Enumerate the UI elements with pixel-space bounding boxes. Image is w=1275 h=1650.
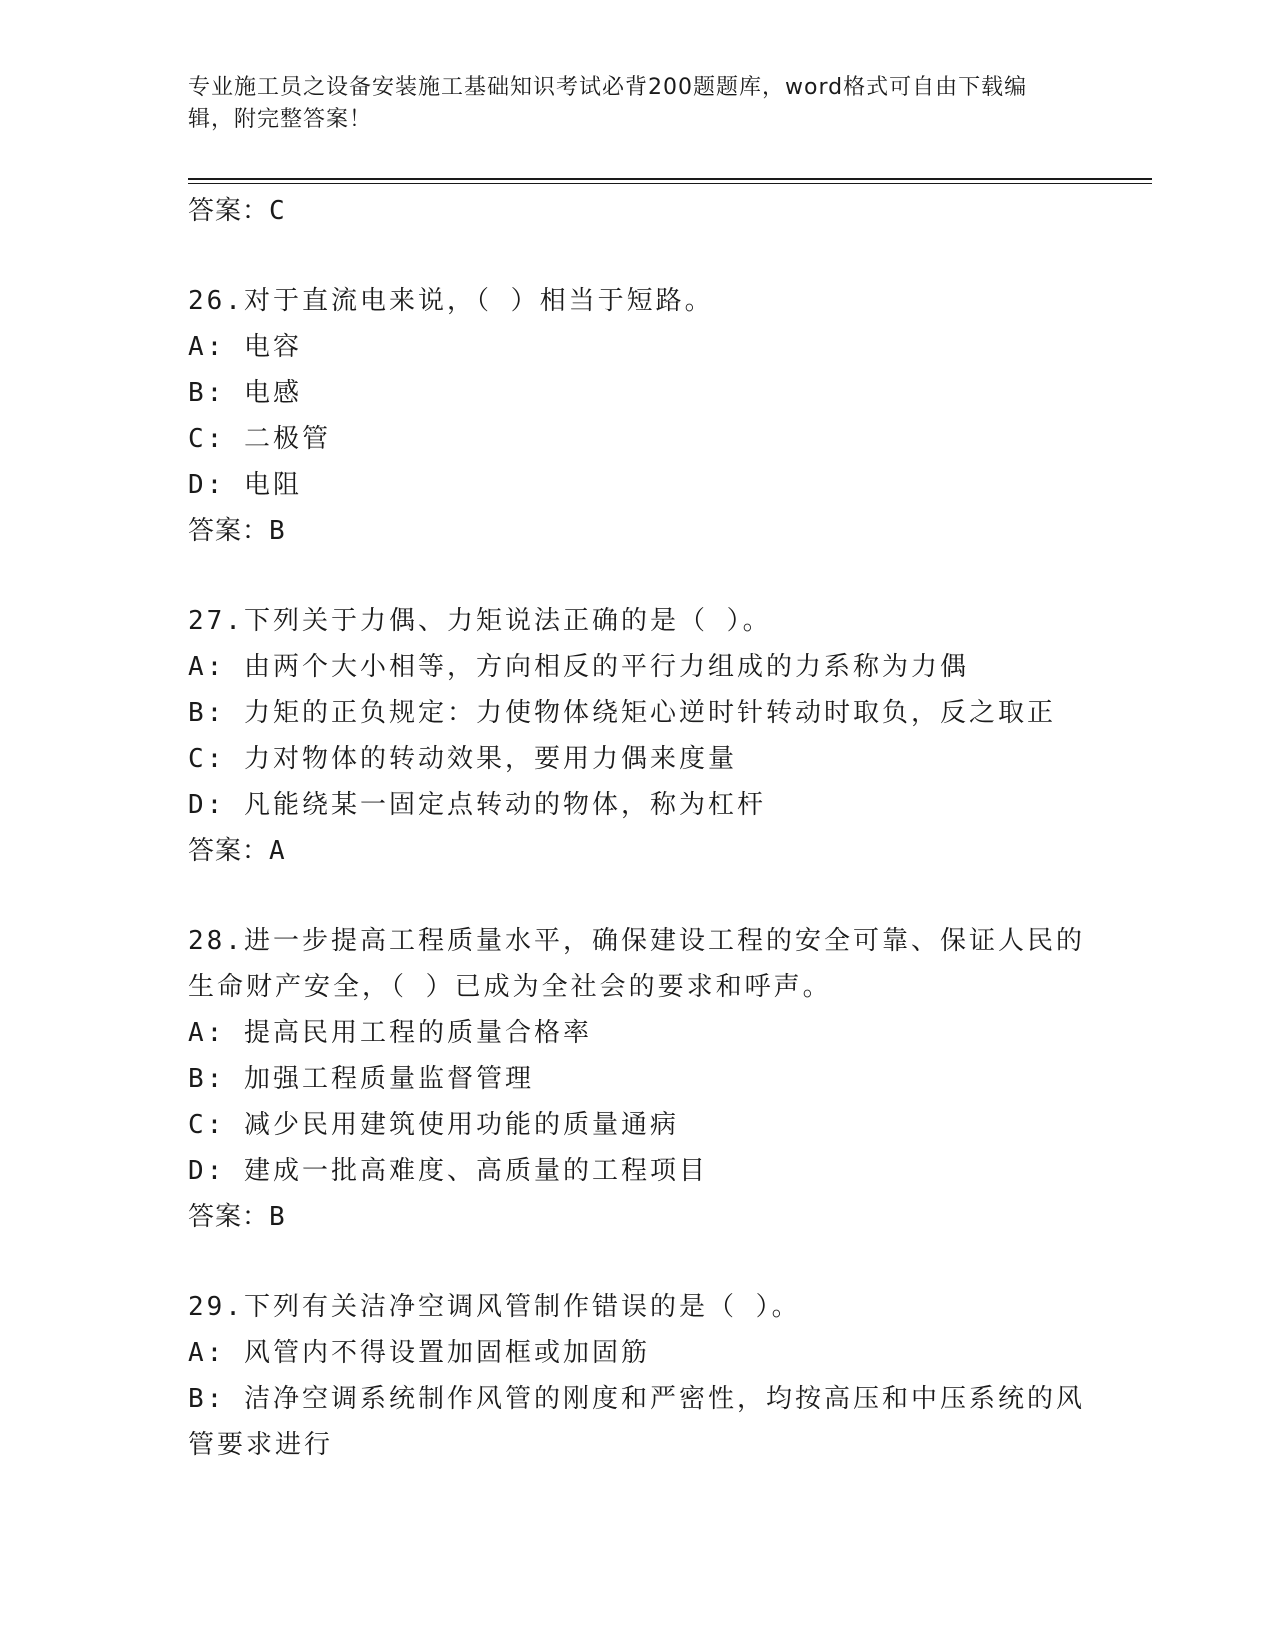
question-27 xyxy=(188,598,1088,874)
option-b: B: 加强工程质量监督管理 xyxy=(188,1064,534,1094)
option-c: C: 二极管 xyxy=(188,424,331,454)
document-header: 专业施工员之设备安装施工基础知识考试必背200题题库，word格式可自由下载编辑，附完整答案！ xyxy=(188,75,1028,132)
answer-value: C xyxy=(269,196,286,226)
option-a: A: 电容 xyxy=(188,332,302,362)
answer-label: 答案： xyxy=(188,196,270,226)
previous-answer xyxy=(188,188,1088,234)
option-a: A: 由两个大小相等，方向相反的平行力组成的力系称为力偶 xyxy=(188,652,969,682)
question-stem: 27.下列关于力偶、力矩说法正确的是（ ）。 xyxy=(188,606,772,636)
answer-label: 答案： xyxy=(188,836,270,866)
option-b-line-1: B: 洁净空调系统制作风管的刚度和严密性，均按高压和中压系统的风 xyxy=(188,1384,1085,1414)
option-d: D: 凡能绕某一固定点转动的物体，称为杠杆 xyxy=(188,790,766,820)
option-c: C: 减少民用建筑使用功能的质量通病 xyxy=(188,1110,679,1140)
header-divider-thin xyxy=(188,183,1152,184)
question-stem: 29.下列有关洁净空调风管制作错误的是（ ）。 xyxy=(188,1292,801,1322)
answer-value: B xyxy=(269,516,286,546)
answer-value: B xyxy=(269,1202,286,1232)
answer-label: 答案： xyxy=(188,516,270,546)
question-29 xyxy=(188,1284,1088,1468)
question-stem-line-1: 28.进一步提高工程质量水平，确保建设工程的安全可靠、保证人民的 xyxy=(188,926,1085,956)
answer-value: A xyxy=(269,836,286,866)
question-stem-line-2: 生命财产安全，（ ）已成为全社会的要求和呼声。 xyxy=(188,972,832,1002)
question-stem: 26.对于直流电来说，（ ）相当于短路。 xyxy=(188,286,714,316)
question-answer xyxy=(188,828,1088,874)
option-b-line-2: 管要求进行 xyxy=(188,1430,334,1460)
option-c: C: 力对物体的转动效果，要用力偶来度量 xyxy=(188,744,737,774)
option-b: B: 力矩的正负规定：力使物体绕矩心逆时针转动时取负，反之取正 xyxy=(188,698,1056,728)
option-b: B: 电感 xyxy=(188,378,302,408)
question-answer xyxy=(188,1194,1088,1240)
option-d: D: 建成一批高难度、高质量的工程项目 xyxy=(188,1156,708,1186)
question-28 xyxy=(188,918,1088,1240)
option-a: A: 风管内不得设置加固框或加固筋 xyxy=(188,1338,650,1368)
question-list xyxy=(188,188,1088,1468)
question-answer xyxy=(188,508,1088,554)
header-divider xyxy=(188,178,1152,180)
option-d: D: 电阻 xyxy=(188,470,302,500)
question-26 xyxy=(188,278,1088,554)
option-a: A: 提高民用工程的质量合格率 xyxy=(188,1018,592,1048)
answer-label: 答案： xyxy=(188,1202,270,1232)
